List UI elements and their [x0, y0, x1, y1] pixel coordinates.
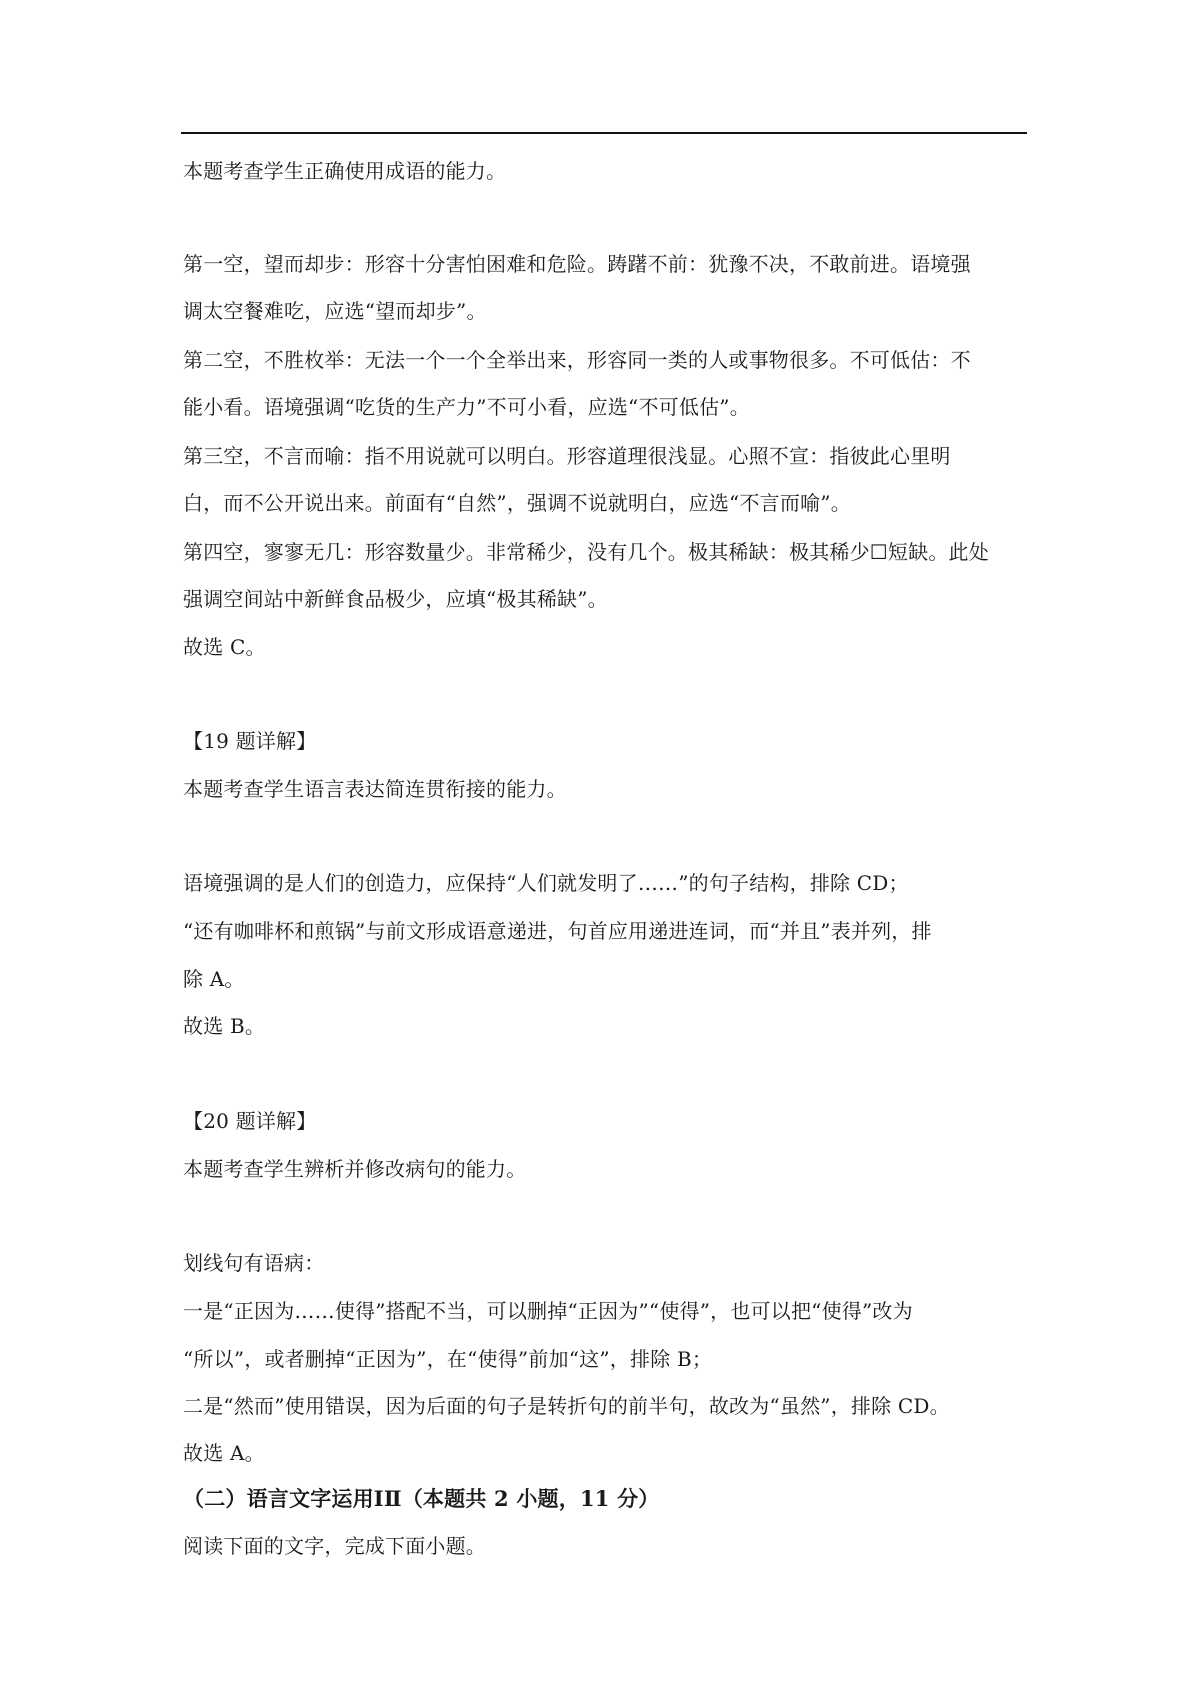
q19-intro: 本题考查学生语言表达简连贯衔接的能力。 — [183, 777, 567, 801]
q20-paragraph-1-line1: 一是“正因为……使得”搭配不当，可以删掉“正因为”“使得”，也可以把“使得”改为 — [183, 1299, 913, 1323]
q20-paragraph-1-line2: “所以”，或者删掉“正因为”，在“使得”前加“这”，排除 B； — [183, 1347, 713, 1371]
q18-blank1-line1: 第一空，望而却步：形容十分害怕困难和危险。踌躇不前：犹豫不决，不敢前进。语境强 — [183, 252, 971, 276]
q20-answer: 故选 A。 — [183, 1441, 265, 1465]
q18-blank4-line1: 第四空，寥寥无几：形容数量少。非常稀少，没有几个。极其稀缺：极其稀少☐短缺。此处 — [183, 540, 989, 564]
q19-paragraph-1: 语境强调的是人们的创造力，应保持“人们就发明了……”的句子结构，排除 CD； — [183, 871, 909, 895]
q19-heading: 【19 题详解】 — [183, 729, 317, 753]
q18-blank2-line2: 能小看。语境强调“吃货的生产力”不可小看，应选“不可低估”。 — [183, 395, 750, 419]
q18-blank1-line2: 调太空餐难吃，应选“望而却步”。 — [183, 299, 487, 323]
section-title: （二）语言文字运用ⅠⅡ（本题共 2 小题，11 分） — [183, 1486, 660, 1511]
q20-intro: 本题考查学生辨析并修改病句的能力。 — [183, 1157, 527, 1181]
q19-paragraph-2-line1: “还有咖啡杯和煎锅”与前文形成语意递进，句首应用递进连词，而“并且”表并列，排 — [183, 919, 932, 943]
q19-paragraph-2-line2: 除 A。 — [183, 967, 245, 991]
q19-answer: 故选 B。 — [183, 1014, 266, 1038]
q18-blank4-line2: 强调空间站中新鲜食品极少，应填“极其稀缺”。 — [183, 587, 608, 611]
section-instruction: 阅读下面的文字，完成下面小题。 — [183, 1534, 486, 1558]
q18-blank2-line1: 第二空，不胜枚举：无法一个一个全举出来，形容同一类的人或事物很多。不可低估：不 — [183, 348, 971, 372]
header-rule — [181, 132, 1027, 134]
q18-blank3-line2: 白，而不公开说出来。前面有“自然”，强调不说就明白，应选“不言而喻”。 — [183, 491, 851, 515]
q20-paragraph-2: 二是“然而”使用错误，因为后面的句子是转折句的前半句，故改为“虽然”，排除 CD。 — [183, 1394, 950, 1418]
q18-intro: 本题考查学生正确使用成语的能力。 — [183, 159, 507, 183]
q18-answer: 故选 C。 — [183, 635, 266, 659]
q18-blank3-line1: 第三空，不言而喻：指不用说就可以明白。形容道理很浅显。心照不宣：指彼此心里明 — [183, 444, 951, 468]
q20-paragraph-0: 划线句有语病： — [183, 1251, 325, 1275]
q20-heading: 【20 题详解】 — [183, 1109, 317, 1133]
